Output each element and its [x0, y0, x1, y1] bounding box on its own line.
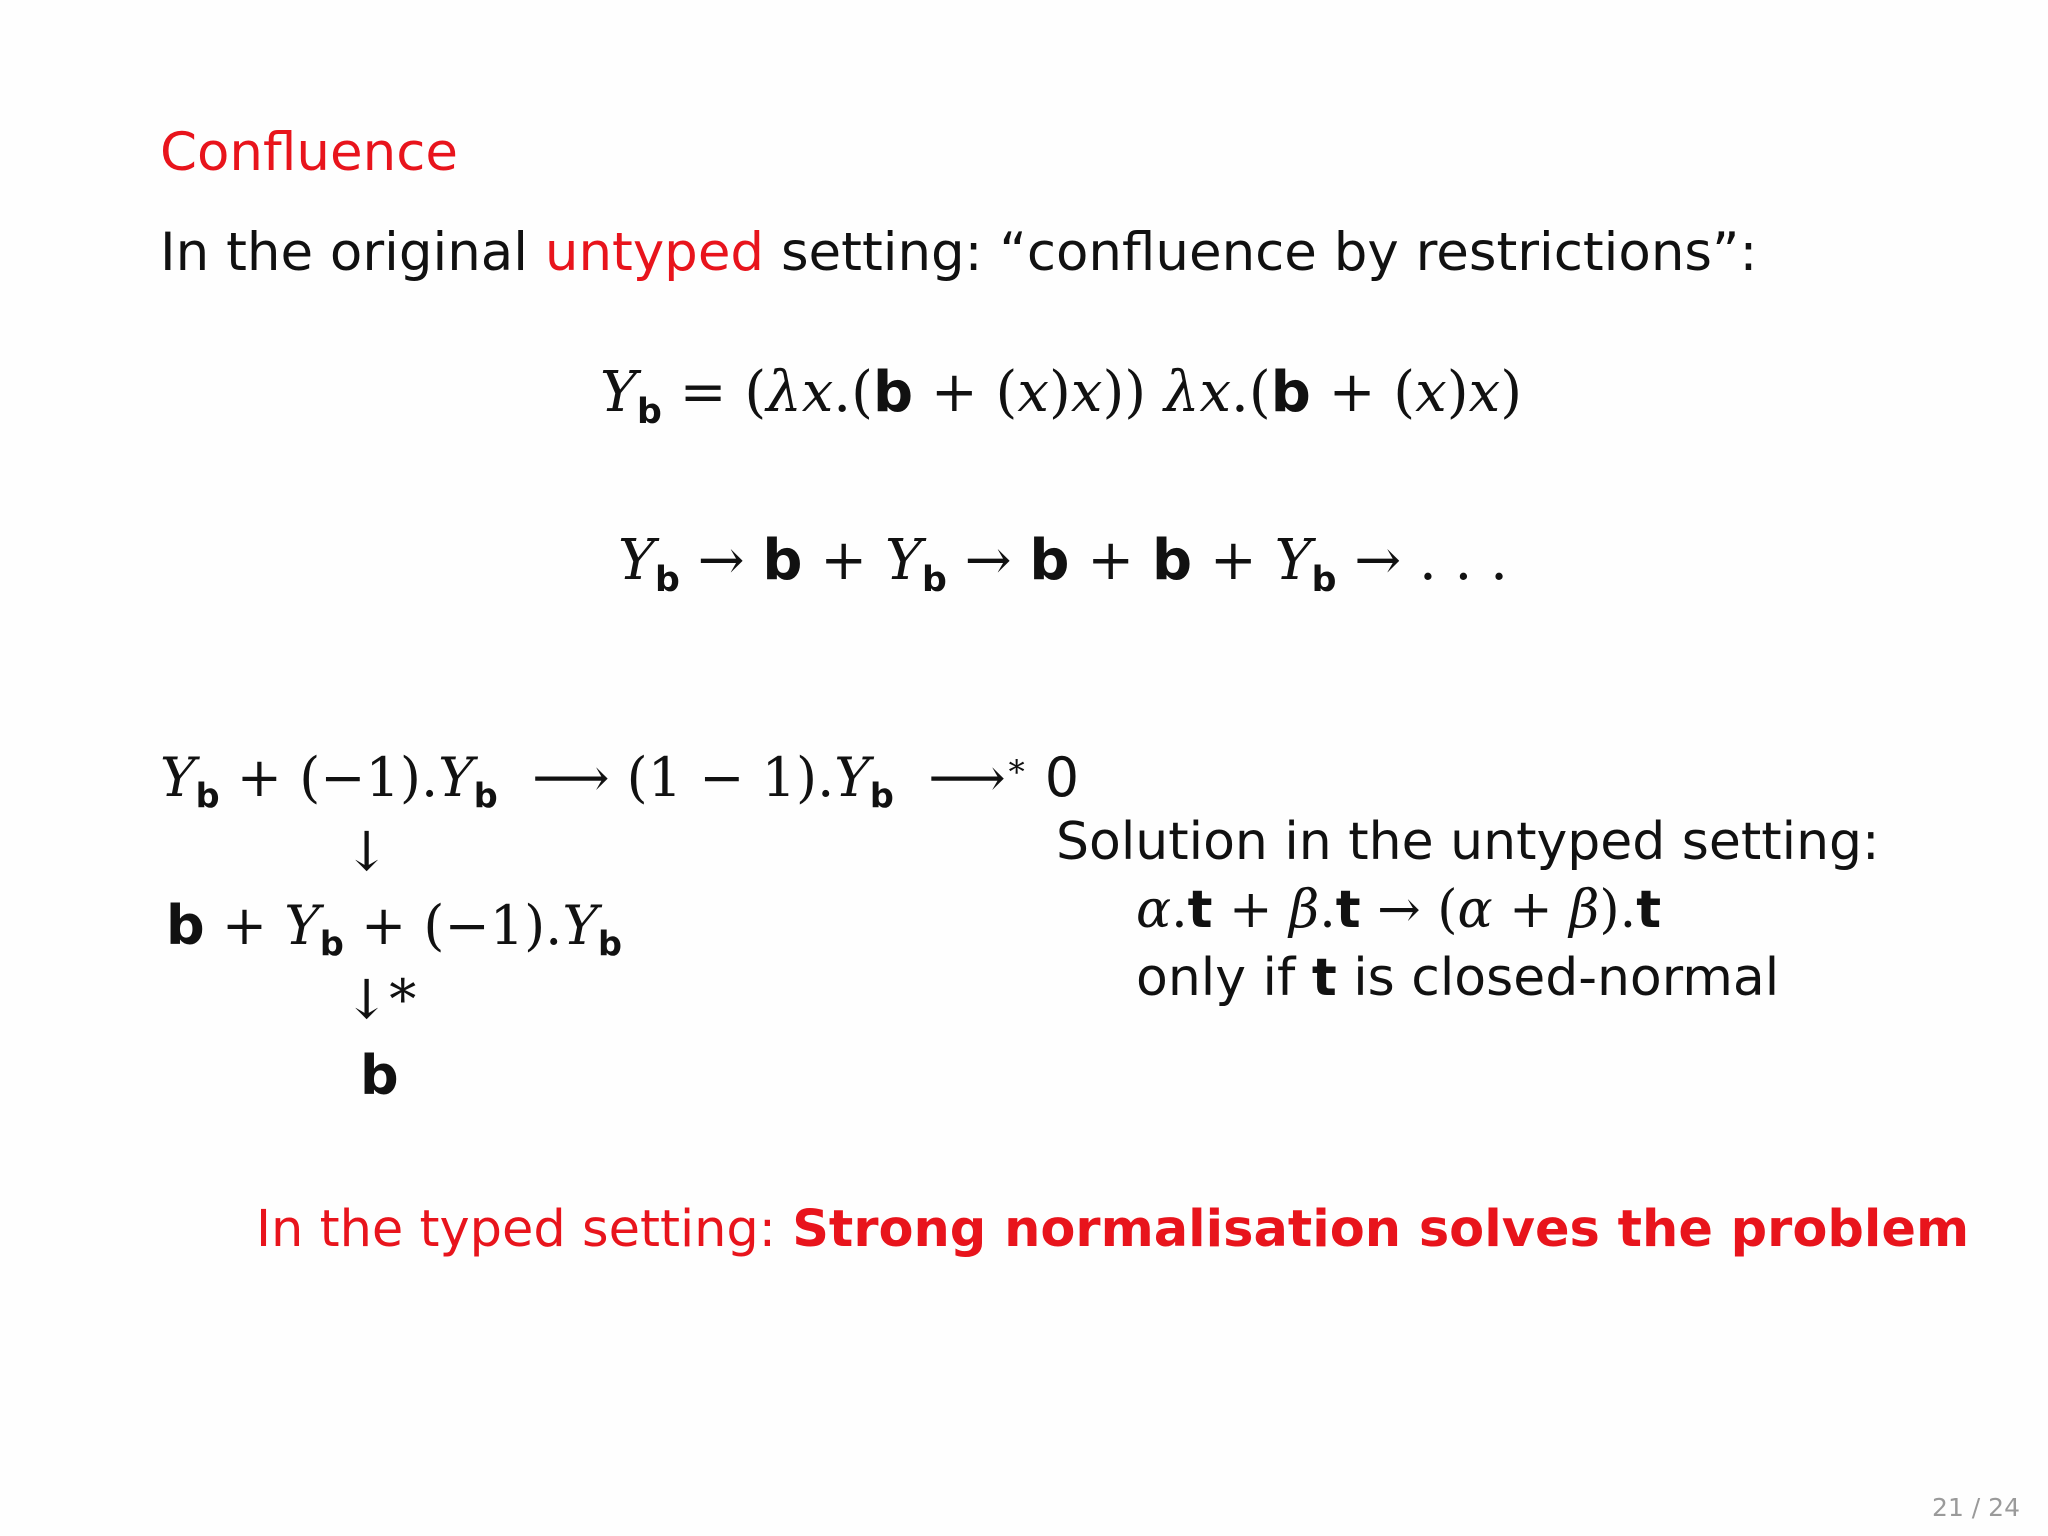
down-arrow-star-icon: ↓*	[344, 968, 417, 1031]
conclusion-emphasis: Strong normalisation solves the problem	[792, 1200, 1970, 1259]
condition-suffix: is closed-normal	[1336, 948, 1780, 1008]
intro-sentence	[160, 222, 1757, 283]
diagram-top-row: $Y_b + (-1).Y_b$ ⟶ $(1 - 1).Y_b$ ⟶∗ 0	[160, 746, 1080, 816]
conclusion	[256, 1200, 1969, 1259]
page-number: 21 / 24	[1932, 1493, 2020, 1522]
diagram-middle-row: $b + Y_b + (-1).Y_b$	[166, 894, 622, 964]
conclusion-prefix: In the typed setting:	[256, 1200, 793, 1259]
condition-prefix: only if	[1136, 948, 1312, 1008]
down-arrow-icon: ↓	[344, 820, 390, 883]
intro-prefix: In the original	[160, 222, 545, 283]
intro-suffix: setting: “confluence by restrictions”:	[764, 222, 1758, 283]
slide-title: Confluence	[160, 122, 458, 183]
diagram-result: b	[360, 1044, 399, 1107]
condition-term: t	[1311, 948, 1337, 1008]
yb-definition-equation: $Y_b = (\lambda x.(b + (x)x)) \lambda x.(b + (x)x)$	[600, 360, 1523, 433]
solution-heading: Solution in the untyped setting:	[1056, 812, 1880, 872]
diagram-zero: 0	[1044, 746, 1080, 809]
intro-highlight: untyped	[544, 222, 765, 283]
solution-condition	[1136, 948, 1779, 1008]
yb-reduction-equation: $Y_b \to b + Y_b \to b + b + Y_b$ → . . .	[618, 528, 1508, 601]
solution-rule: α.t + β.t → (α + β).t	[1136, 880, 1662, 940]
